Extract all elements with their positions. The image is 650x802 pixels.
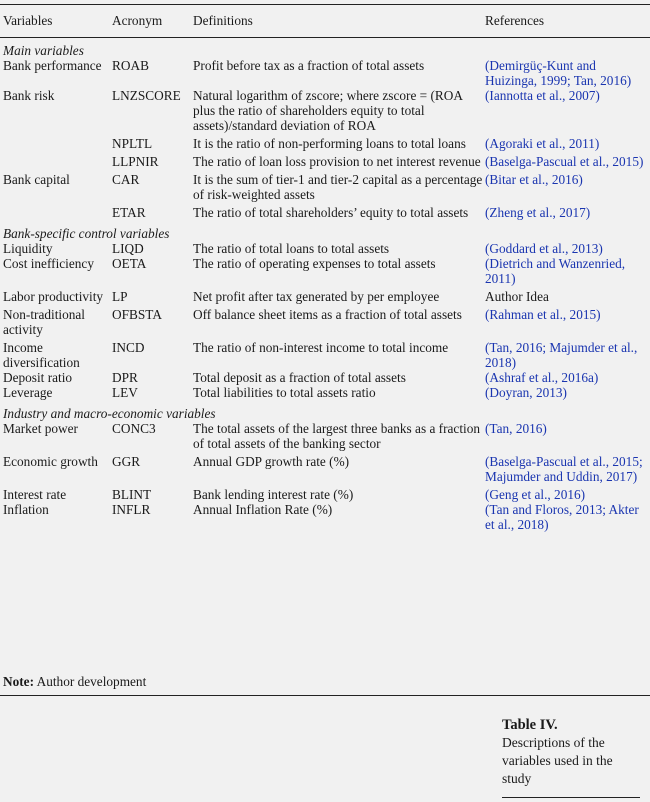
acronym-cell: INFLR <box>112 502 151 517</box>
caption-rule <box>502 797 640 798</box>
note-label: Note: <box>3 674 35 689</box>
variable-cell: Leverage <box>3 385 53 400</box>
table-row <box>0 58 650 88</box>
acronym-cell: ROAB <box>112 58 149 73</box>
acronym-cell: LEV <box>112 385 138 400</box>
caption-title: Table IV. <box>502 717 558 733</box>
reference-link[interactable]: (Tan, 2016) <box>485 421 547 436</box>
variable-cell: Inflation <box>3 502 49 517</box>
definition-cell: The total assets of the largest three banks as a fraction of total assets of the banking sector <box>193 421 481 451</box>
reference-cell: Author Idea <box>485 289 549 304</box>
variable-cell <box>0 151 106 169</box>
variable-cell: Liquidity <box>3 241 53 256</box>
reference-link[interactable]: (Demirgüç-Kunt and Huizinga, 1999; Tan, 2016) <box>485 58 632 88</box>
table-row <box>0 151 650 169</box>
variable-cell: Bank capital <box>3 172 70 187</box>
variable-cell <box>0 133 106 151</box>
acronym-cell: LIQD <box>112 241 144 256</box>
variable-cell: Cost inefficiency <box>3 256 94 271</box>
top-rule <box>0 4 650 5</box>
header-references: References <box>485 13 545 28</box>
reference-link[interactable]: (Bitar et al., 2016) <box>485 172 583 187</box>
reference-link[interactable]: (Agoraki et al., 2011) <box>485 136 600 151</box>
definition-cell: The ratio of loan loss provision to net interest revenue <box>193 154 481 169</box>
reference-link[interactable]: (Dietrich and Wanzenried, 2011) <box>485 256 626 286</box>
section-bank-specific: Bank-specific control variables <box>3 226 170 241</box>
definition-cell: The ratio of non-interest income to total income <box>193 340 449 355</box>
acronym-cell: OFBSTA <box>112 307 162 322</box>
table-row <box>0 451 650 484</box>
acronym-cell: CONC3 <box>112 421 156 436</box>
table-row <box>0 202 650 220</box>
definition-cell: Annual Inflation Rate (%) <box>193 502 333 517</box>
acronym-cell: LP <box>112 289 128 304</box>
definition-cell: Bank lending interest rate (%) <box>193 487 354 502</box>
bottom-rule <box>0 695 650 696</box>
variable-cell: Market power <box>3 421 78 436</box>
variable-cell: Deposit ratio <box>3 370 73 385</box>
reference-link[interactable]: (Doyran, 2013) <box>485 385 567 400</box>
table-row <box>0 502 650 532</box>
note-text: Author development <box>34 674 147 689</box>
table-row <box>0 385 650 400</box>
definition-cell: It is the ratio of non-performing loans to total loans <box>193 136 466 151</box>
table-row <box>0 256 650 286</box>
table-row <box>0 169 650 202</box>
reference-link[interactable]: (Baselga-Pascual et al., 2015; Majumder and Uddin, 2017) <box>485 454 643 484</box>
definition-cell: It is the sum of tier-1 and tier-2 capital as a percentage of risk-weighted assets <box>193 172 483 202</box>
definition-cell: Total liabilities to total assets ratio <box>193 385 376 400</box>
acronym-cell: GGR <box>112 454 141 469</box>
acronym-cell: LNZSCORE <box>112 88 181 103</box>
definition-cell: Profit before tax as a fraction of total assets <box>193 58 425 73</box>
acronym-cell: OETA <box>112 256 147 271</box>
variable-cell: Bank risk <box>3 88 55 103</box>
header-acronym: Acronym <box>112 13 163 28</box>
definition-cell: The ratio of operating expenses to total assets <box>193 256 436 271</box>
reference-link[interactable]: (Geng et al., 2016) <box>485 487 586 502</box>
table-note <box>3 674 146 689</box>
variable-cell <box>0 202 106 220</box>
header-row <box>0 9 650 37</box>
definition-cell: The ratio of total shareholders’ equity to total assets <box>193 205 469 220</box>
acronym-cell: BLINT <box>112 487 152 502</box>
table-row <box>0 421 650 451</box>
acronym-cell: LLPNIR <box>112 154 159 169</box>
header-variables: Variables <box>3 13 53 28</box>
variable-cell: Labor productivity <box>3 289 104 304</box>
reference-link[interactable]: (Baselga-Pascual et al., 2015) <box>485 154 644 169</box>
table-row <box>0 88 650 133</box>
section-industry: Industry and macro-economic variables <box>3 406 216 421</box>
definition-cell: Total deposit as a fraction of total assets <box>193 370 406 385</box>
acronym-cell: CAR <box>112 172 140 187</box>
table-row <box>0 337 650 370</box>
variable-cell: Non-traditional activity <box>3 307 85 337</box>
definition-cell: The ratio of total loans to total assets <box>193 241 390 256</box>
header-definitions: Definitions <box>193 13 253 28</box>
table-row <box>0 304 650 337</box>
acronym-cell: ETAR <box>112 205 146 220</box>
acronym-cell: DPR <box>112 370 138 385</box>
reference-link[interactable]: (Ashraf et al., 2016a) <box>485 370 599 385</box>
table-row <box>0 370 650 385</box>
definition-cell: Off balance sheet items as a fraction of total assets <box>193 307 462 322</box>
variable-cell: Economic growth <box>3 454 98 469</box>
acronym-cell: NPLTL <box>112 136 153 151</box>
variables-table <box>0 9 650 532</box>
table-row <box>0 286 650 304</box>
variable-cell: Interest rate <box>3 487 67 502</box>
definition-cell: Natural logarithm of zscore; where zscore = (ROA plus the ratio of shareholders equity to total assets)/standard deviation of ROA <box>193 88 463 133</box>
definition-cell: Net profit after tax generated by per employee <box>193 289 440 304</box>
reference-link[interactable]: (Goddard et al., 2013) <box>485 241 603 256</box>
definition-cell: Annual GDP growth rate (%) <box>193 454 350 469</box>
table-row <box>0 484 650 502</box>
table-caption <box>502 716 642 788</box>
caption-text: Descriptions of the variables used in the study <box>502 735 613 786</box>
section-main: Main variables <box>3 43 84 58</box>
reference-link[interactable]: (Tan, 2016; Majumder et al., 2018) <box>485 340 638 370</box>
reference-link[interactable]: (Iannotta et al., 2007) <box>485 88 600 103</box>
table-row <box>0 133 650 151</box>
reference-link[interactable]: (Tan and Floros, 2013; Akter et al., 2018) <box>485 502 639 532</box>
reference-link[interactable]: (Rahman et al., 2015) <box>485 307 601 322</box>
reference-link[interactable]: (Zheng et al., 2017) <box>485 205 591 220</box>
variable-cell: Bank performance <box>3 58 102 73</box>
table-row <box>0 241 650 256</box>
variable-cell: Income diversification <box>3 340 80 370</box>
acronym-cell: INCD <box>112 340 145 355</box>
